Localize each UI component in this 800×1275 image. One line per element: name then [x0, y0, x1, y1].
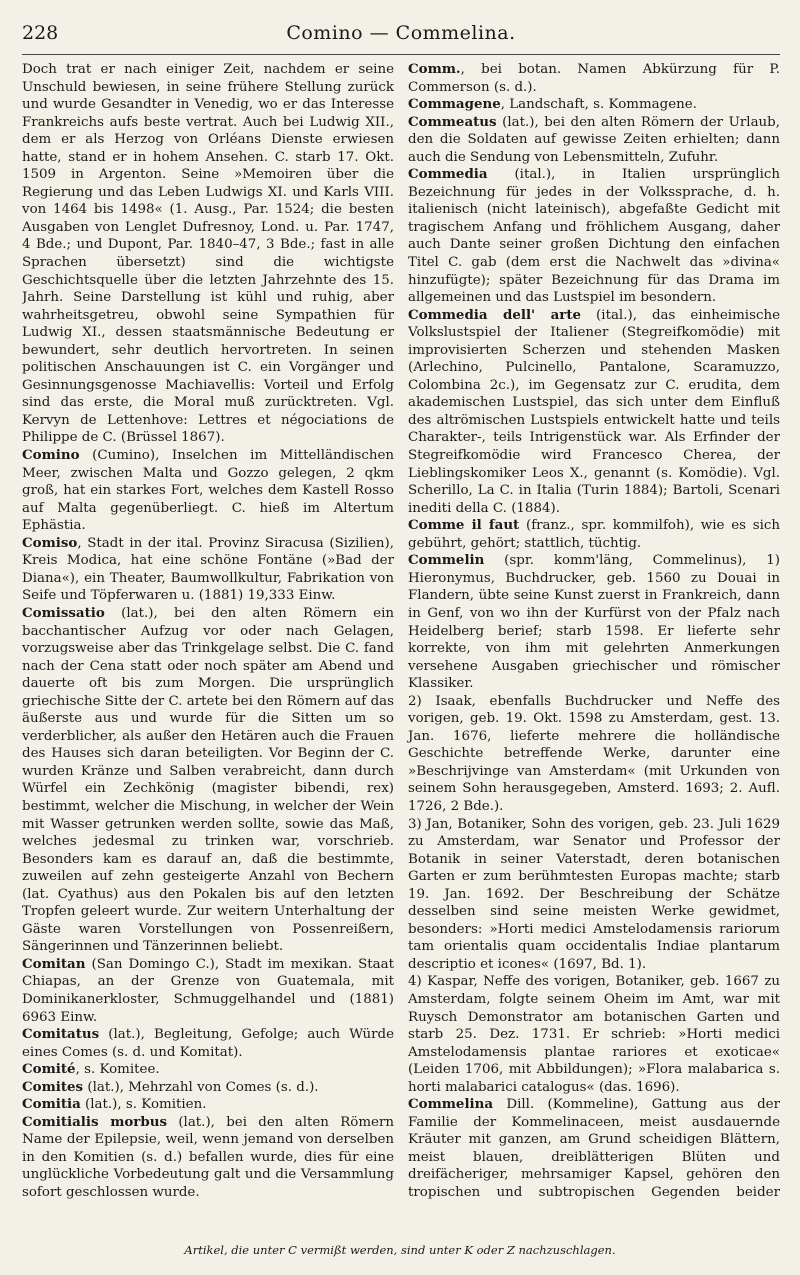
entry-headword: Comino — [22, 447, 80, 464]
dictionary-entry — [22, 1026, 394, 1061]
entry-headword: Comm. — [408, 61, 461, 77]
entry-text: (San Domingo C.), Stadt im mexikan. Staat Chiapas, an der Grenze von Guatemala, mit Dominikanerkloster, Schmuggelhandel und (1881) 6963 Einw. — [22, 956, 394, 1025]
entry-text: (lat.), bei den alten Römern Name der Epilepsie, weil, wenn jemand von derselben in den Komitien (s. d.) befallen wurde, dies für eine unglückliche Vorbedeutung galt und die Versammlung sofort geschlossen wurde. — [22, 1114, 395, 1200]
entry-headword: Comité — [22, 1061, 76, 1078]
entry-headword: Comitan — [22, 955, 86, 972]
dictionary-entry — [22, 1061, 394, 1079]
entry-paragraph — [408, 973, 780, 1096]
page-header — [22, 22, 780, 55]
entry-text: (ital.), in Italien ursprünglich Bezeichnung für jedes in der Volkssprache, d. h. italienisch (nicht lateinisch), abgefaßte Gedicht mit tragischem Anfang und fröhlichem Ausgang, daher auch Dante seiner großen Dichtung den einfachen Titel C. gab (dem erst die Nachwelt das »divina« hinzufügte); später Bezeichnung für das Drama im allgemeinen und das Lustspiel im besondern. — [408, 167, 780, 306]
dictionary-entry — [22, 447, 394, 535]
entry-text: (Cumino), Inselchen im Mittelländischen Meer, zwischen Malta und Gozzo gelegen, 2 qkm groß, hat ein starkes Fort, welches dem Kastell Rosso auf Malta gegenüberliegt. C. hieß im Altertum Ephästia. — [22, 448, 394, 534]
entry-headword: Commagene — [408, 96, 501, 113]
dictionary-entry — [408, 552, 780, 692]
dictionary-entry — [408, 61, 780, 96]
entry-headword: Comites — [22, 1078, 84, 1095]
entry-text: 3) Jan, Botaniker, Sohn des vorigen, geb. 23. Juli 1629 zu Amsterdam, war Senator und Professor der Botanik in seiner Vaterstadt, deren botanischen Garten er zum berühmtesten Europas machte; starb 19. Jan. 1692. Der Beschreibung der Schätze desselben sind seine meisten Werke gewidmet, besonders: »Horti medici Amstelodamensis rariorum tam orientalis quam occidentalis Indiae plantarum descriptio et icones« (1697, Bd. 1). — [408, 816, 780, 972]
entry-headword: Comitatus — [22, 1026, 100, 1043]
entry-headword: Comme il faut — [408, 517, 520, 534]
entry-headword: Commedia dell' arte — [408, 306, 582, 323]
entry-text: 4) Kaspar, Neffe des vorigen, Botaniker, geb. 1667 zu Amsterdam, folgte seinem Oheim im Amt, war mit Ruysch Demonstrator am botanischen Garten und starb 25. Dez. 1731. Er schrieb: »Horti medici Amstelodamensis plantae rariores et exoticae« (Leiden 1706, mit Abbildungen); »Flora malabarica s. horti malabarici catalogus« (das. 1696). — [408, 974, 780, 1095]
dictionary-entry — [22, 1079, 394, 1097]
entry-text: (lat.), bei den alten Römern ein bacchantischer Aufzug vor oder nach Gelagen, vorzugsweise aber das Trinkgelage selbst. Die C. fand nach der Cena statt oder noch später am Abend und dauerte oft bis zum Morgen. Die ursprünglich griechische Sitte der C. artete bei den Römern auf das äußerste aus und wurde für die Sitten um so verderblicher, als außer den Hetären auch die Frauen des Hauses sich daran beteiligten. Vor Beginn der C. wurden Kränze und Salben verabreicht, dann durch Würfel ein Zechkönig (magister bibendi, rex) bestimmt, welcher die Mischung, in welcher der Wein mit Wasser getrunken werden sollte, sowie das Maß, welches jedesmal zu trinken war, vorschrieb. Besonders kam es darauf an, daß die bestimmte, zuweilen auf zehn gesteigerte Anzahl von Bechern (lat. Cyathus) aus den Pokalen bis auf den letzten Tropfen geleert wurde. Zur weitern Unterhaltung der Gäste waren Vorstellungen von Possenreißern, Sängerinnen und Tänzerinnen beliebt. — [22, 605, 394, 955]
dictionary-entry — [22, 1114, 394, 1201]
entry-text: Doch trat er nach einiger Zeit, nachdem er seine Unschuld bewiesen, in seine frühere Stellung zurück und wurde Gesandter in Venedig, wo er das Interesse Frankreichs aufs beste vertrat. Auch bei Ludwig XII., dem er als Herzog von Orléans Dienste erwiesen hatte, stand er in hohem Ansehen. C. starb 17. Okt. 1509 in Argenton. Seine »Memoiren über die Regierung und das Leben Ludwigs XI. und Karls VIII. von 1464 bis 1498« (1. Ausg., Par. 1524; die besten Ausgaben von Lenglet Dufresnoy, Lond. u. Par. 1747, 4 Bde.; und Dupont, Par. 1840–47, 3 Bde.; fast in alle Sprachen übersetzt) sind die wichtigste Geschichtsquelle über die letzten Jahrzehnte des 15. Jahrh. Seine Darstellung ist kühl und ruhig, aber wahrheitsgetreu, obwohl seine Sympathien für Ludwig XI., dessen staatsmännische Bedeutung er bewundert, sehr deutlich hervortreten. In seinen politischen Anschauungen ist C. ein Vorgänger und Gesinnungsgenosse Machiavellis: Vorteil und Erfolg sind das erste, die Moral muß zurücktreten. Vgl. Kervyn de Lettenhove: Lettres et négociations de Philippe de C. (Brüssel 1867). — [22, 62, 394, 446]
dictionary-entry — [408, 96, 780, 114]
entry-text: (ital.), das einheimische Volkslustspiel der Italiener (Stegreifkomödie) mit improvisierten Scherzen und stehenden Masken (Arlechino, Pulcinello, Pantalone, Scaramuzzo, Colombina 2c.), im Gegensatz zur C. erudita, dem akademischen Lustspiel, das sich unter dem Einfluß des altrömischen Lustspiels entwickelt hatte und teils Charakter-, teils Intrigenstück war. Als Erfinder der Stegreifkomödie wird Francesco Cherea, der Lieblingskomiker Leos X., genannt (s. Komödie). Vgl. Scherillo, La C. in Italia (Turin 1884); Bartoli, Scenari inediti della C. (1884). — [408, 307, 780, 516]
page-number: 228 — [22, 22, 59, 44]
dictionary-entry — [408, 166, 780, 306]
entry-text: (franz., spr. kommilfoh), wie es sich gebührt, gehört; stattlich, tüchtig. — [408, 518, 780, 551]
entry-text: 2) Isaak, ebenfalls Buchdrucker und Neffe des vorigen, geb. 19. Okt. 1598 zu Amsterdam, gest. 13. Jan. 1676, lieferte mehrere die holländische Geschichte betreffende Werke, darunter eine »Beschrijvinge van Amsterdam« (mit Urkunden von seinem Sohn herausgegeben, Amsterd. 1693; 2. Aufl. 1726, 2 Bde.). — [408, 693, 780, 814]
entry-text: , s. Komitee. — [75, 1062, 160, 1078]
dictionary-entry — [22, 956, 394, 1026]
entry-paragraph — [22, 61, 394, 447]
entry-text: , Landschaft, s. Kommagene. — [500, 97, 697, 113]
dictionary-entry — [22, 605, 394, 956]
entry-headword: Commedia — [408, 166, 488, 183]
dictionary-entry — [408, 114, 780, 167]
entry-text: (lat.), Begleitung, Gefolge; auch Würde eines Comes (s. d. und Komitat). — [22, 1027, 394, 1060]
entry-paragraph — [408, 693, 780, 816]
entry-text: , bei botan. Namen Abkürzung für P. Commerson (s. d.). — [408, 62, 780, 95]
entry-text: (lat.), bei den alten Römern der Urlaub, den die Soldaten auf gewisse Zeiten erhielten; dann auch die Sendung von Lebensmitteln, Zufuhr. — [408, 114, 780, 165]
right-column — [408, 61, 780, 1201]
dictionary-entry — [22, 535, 394, 605]
text-columns — [22, 61, 780, 1201]
dictionary-entry — [408, 1096, 780, 1201]
running-title: Comino — Commelina. — [286, 22, 516, 44]
dictionary-entry — [408, 307, 780, 518]
dictionary-entry — [22, 1096, 394, 1114]
entry-headword: Commelina — [408, 1096, 494, 1113]
entry-headword: Commelin — [408, 552, 485, 569]
entry-text: , Stadt in der ital. Provinz Siracusa (Sizilien), Kreis Modica, hat eine schöne Fontäne (»Bad der Diana«), ein Theater, Baumwollkultur, Fabrikation von Seife und Töpferwaren u. (1881) 19,333 Einw. — [22, 535, 394, 604]
dictionary-entry — [408, 517, 780, 552]
left-column — [22, 61, 394, 1201]
entry-text: (lat.), Mehrzahl von Comes (s. d.). — [83, 1079, 319, 1095]
entry-paragraph — [408, 816, 780, 974]
entry-headword: Comissatio — [22, 604, 105, 621]
entry-headword: Comitia — [22, 1096, 81, 1113]
entry-text: (spr. komm'läng, Commelinus), 1) Hieronymus, Buchdrucker, geb. 1560 zu Douai in Flandern, übte seine Kunst zuerst in Frankreich, dann in Genf, von wo ihn der Kurfürst von der Pfalz nach Heidelberg berief; starb 1598. Er lieferte sehr korrekte, von ihm mit gelehrten Anmerkungen versehene Ausgaben griechischer und römischer Klassiker. — [408, 553, 780, 692]
entry-text: (lat.), s. Komitien. — [80, 1097, 207, 1113]
entry-headword: Commeatus — [408, 113, 497, 130]
entry-text: Dill. (Kommeline), Gattung aus der Familie der Kommelinaceen, meist ausdauernde Kräuter mit ganzen, am Grund scheidigen Blättern, meist blauen, dreiblätterigen Blüten und dreifächeriger, mehrsamiger Kapsel, gehören den tropischen und subtropischen Gegenden beider — [408, 1097, 780, 1200]
entry-headword: Comitialis morbus — [22, 1113, 168, 1130]
page-footer-note: Artikel, die unter C vermißt werden, sind unter K oder Z nachzuschlagen. — [184, 1243, 616, 1257]
entry-headword: Comiso — [22, 534, 78, 551]
